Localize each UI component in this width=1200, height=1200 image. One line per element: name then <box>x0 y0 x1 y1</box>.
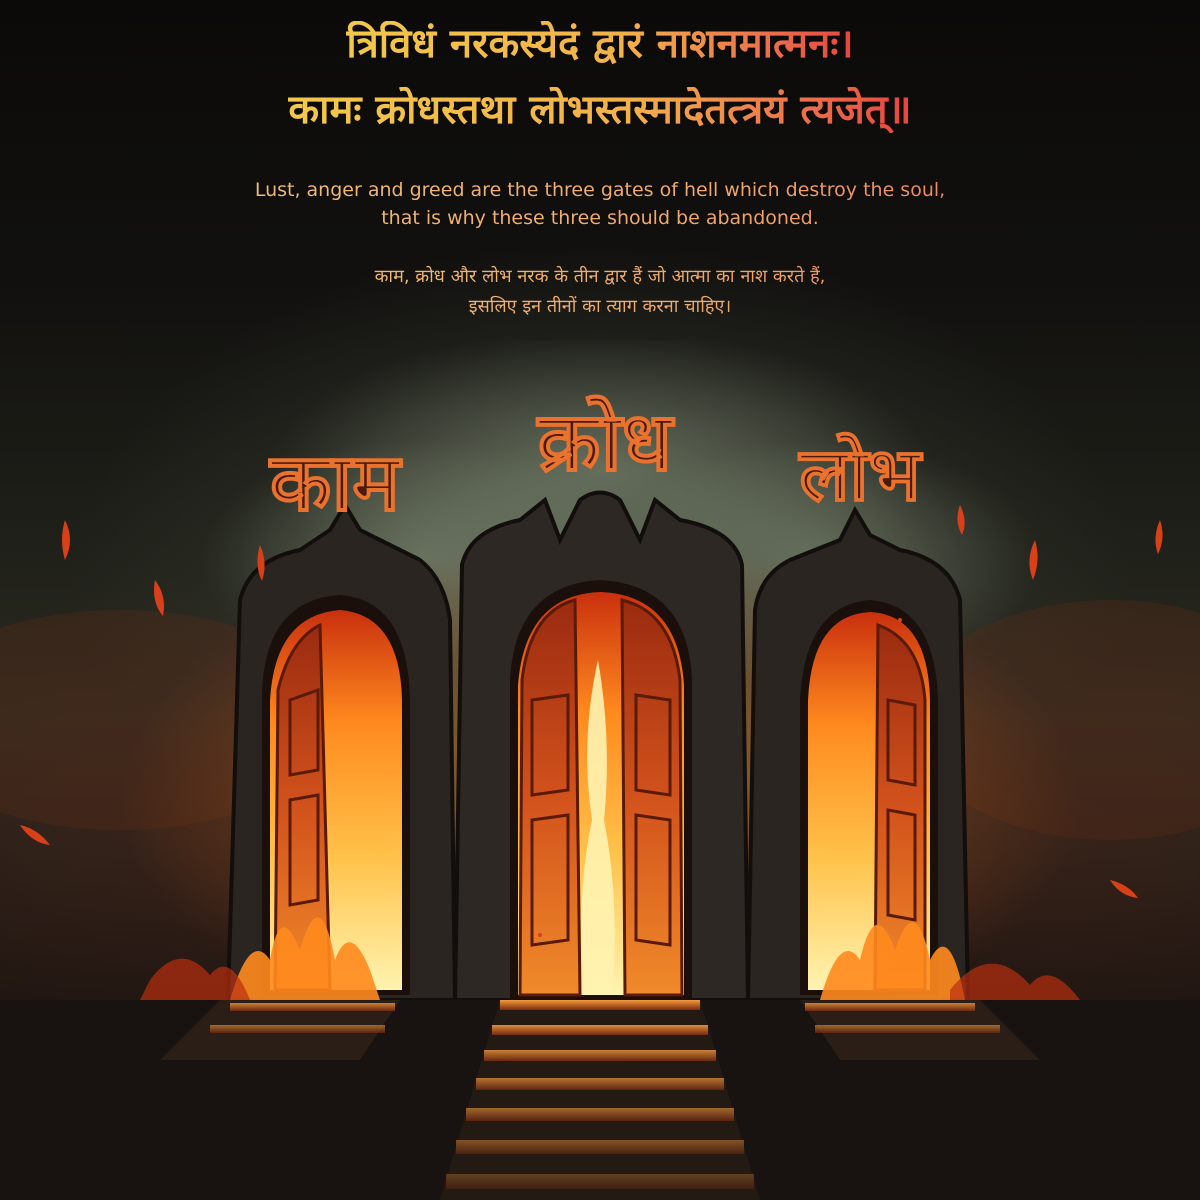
staircase <box>0 1000 1200 1200</box>
three-gates-illustration <box>0 340 1200 1200</box>
sanskrit-verse-line-1 <box>0 18 1200 70</box>
gate-label-right: लोभ <box>799 432 921 518</box>
verse-line-2-text: कामः क्रोधस्तथा लोभस्तस्मादेतत्त्रयं त्यजेत्॥ <box>288 87 912 133</box>
hindi-translation <box>0 262 1200 322</box>
sanskrit-verse-line-2 <box>0 84 1200 136</box>
center-gate-doorway <box>510 580 692 1000</box>
english-translation <box>0 176 1200 232</box>
verse-line-1-text: त्रिविधं नरकस्येदं द्वारं नाशनमात्मनः। <box>346 21 854 67</box>
gate-label-center: क्रोध <box>537 394 673 490</box>
english-translation-line-2: that is why these three should be abandoned. <box>0 204 1200 232</box>
hindi-translation-line-1: काम, क्रोध और लोभ नरक के तीन द्वार हैं जो आत्मा का नाश करते हैं, <box>0 262 1200 292</box>
gate-label-left: काम <box>270 435 400 529</box>
english-translation-line-1: Lust, anger and greed are the three gates of hell which destroy the soul, <box>0 176 1200 204</box>
hindi-translation-line-2: इसलिए इन तीनों का त्याग करना चाहिए। <box>0 292 1200 322</box>
